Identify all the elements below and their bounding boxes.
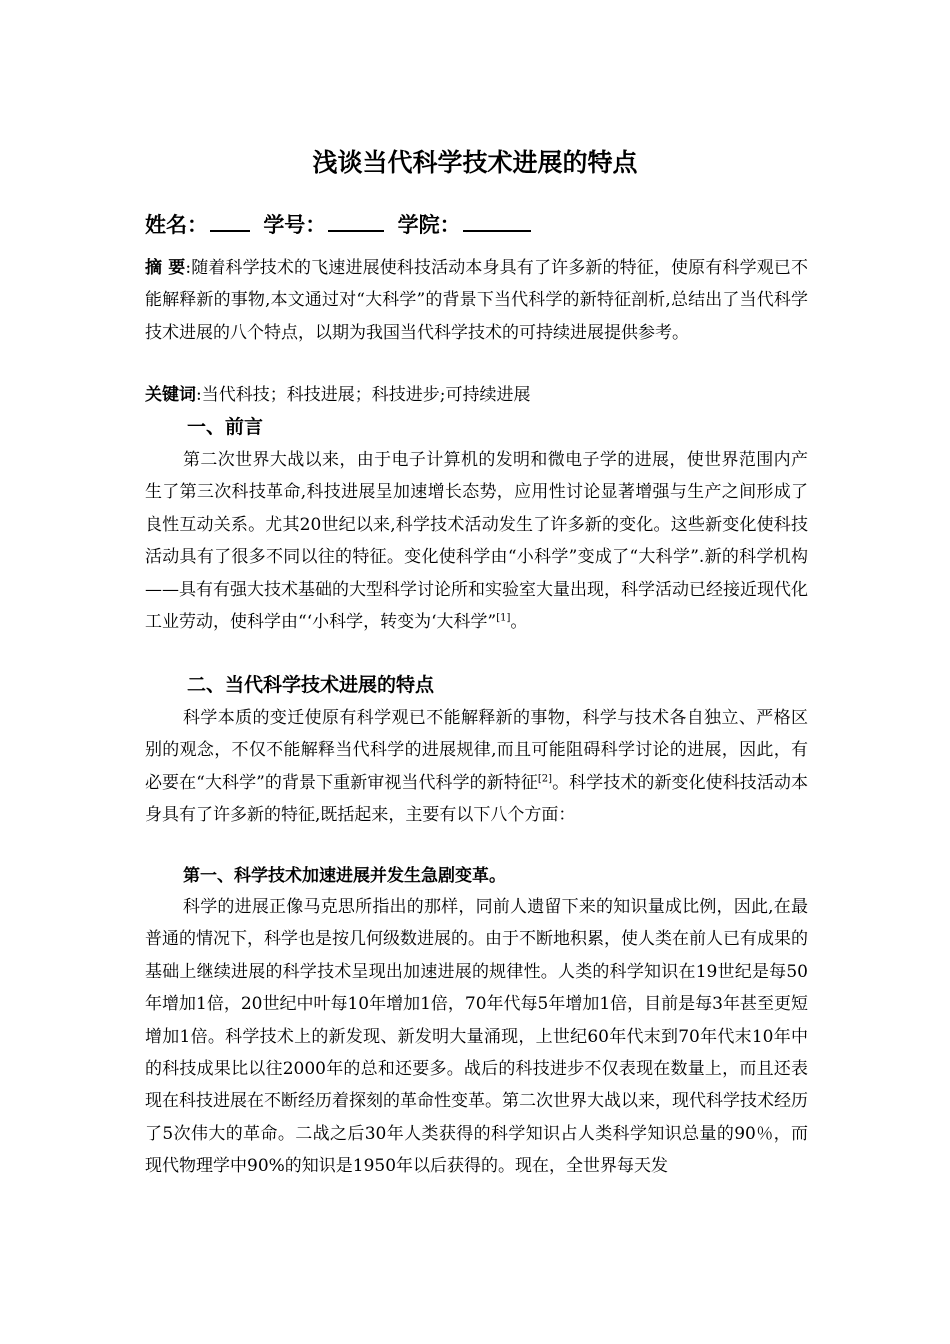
features-intro-text: 科学本质的变迁使原有科学观已不能解释新的事物，科学与技术各自独立、严格区别的观念，不仅不能解释当代科学的进展规律,而且可能阻碍科学讨论的进展，因此，有必要在“大科学”的背景下重新审视当代科学的新特征: [145, 708, 808, 793]
student-id-blank: [328, 208, 384, 232]
keywords-text: :当代科技；科技进展；科技进步;可持续进展: [196, 385, 531, 405]
section-heading-features: 二、当代科学技术进展的特点: [187, 674, 435, 696]
features-intro-end: 。科学技术的新变化使科技活动本身具有了许多新的特征,既括起来，主要有以下八个方面：: [145, 772, 808, 826]
reference-1: [1]: [496, 612, 511, 624]
features-intro-paragraph: [145, 702, 808, 832]
keywords: [145, 379, 808, 411]
name-label: 姓名：: [145, 213, 208, 237]
reference-2: [2]: [537, 773, 553, 785]
subsection-heading-acceleration: 第一、科学技术加速进展并发生急剧变革。: [183, 866, 506, 886]
abstract-text: :随着科学技术的飞速进展使科技活动本身具有了许多新的特征，使原有科学观已不能解释新的事物,本文通过对“大科学”的背景下当代科学的新特征剖析,总结出了当代科学技术进展的八个特点，以期为我国当代科学技术的可持续进展提供参考。: [145, 258, 809, 343]
college-blank: [463, 208, 531, 232]
preface-text: 第二次世界大战以来，由于电子计算机的发明和微电子学的进展，使世界范围内产生了第三次科技革命,科技进展呈加速增长态势，应用性讨论显著增强与生产之间形成了良性互动关系。尤其20世纪以来,科学技术活动发生了许多新的变化。这些新变化使科技活动具有了很多不同以往的特征。变化使科学由“小科学”变成了“大科学”.新的科学机构——具有有强大技术基础的大型科学讨论所和实验室大量出现，科学活动已经接近现代化工业劳动，使科学由“‘小科学，转变为‘大科学”: [145, 450, 808, 633]
document-title: 浅谈当代科学技术进展的特点: [312, 148, 638, 177]
preface-paragraph: [145, 444, 808, 638]
acceleration-paragraph: 科学的进展正像马克思所指出的那样，同前人遗留下来的知识量成比例，因此,在最普通的情况下，科学也是按几何级数进展的。由于不断地积累，使人类在前人已有成果的基础上继续进展的科学技术呈现出加速进展的规律性。人类的科学知识在19世纪是每50年增加1倍，20世纪中叶每10年增加1倍，70年代每5年增加1倍，目前是每3年甚至更短增加1倍。科学技术上的新发现、新发明大量涌现，上世纪60年代末到70年代末10年中的科技成果比以往2000年的总和还要多。战后的科技进步不仅表现在数量上，而且还表现在科技进展在不断经历着探刻的革命性变革。第二次世界大战以来，现代科学技术经历了5次伟大的革命。二战之后30年人类获得的科学知识占人类科学知识总量的90％，而现代物理学中90%的知识是1950年以后获得的。现在，全世界每天发: [145, 897, 808, 1177]
section-heading-preface: 一、前言: [187, 416, 264, 438]
keywords-label: 关键词: [145, 385, 196, 405]
author-info-line: [145, 208, 537, 242]
abstract: [145, 252, 808, 349]
college-label: 学院：: [397, 213, 461, 237]
abstract-label: 摘 要: [145, 258, 186, 278]
student-id-label: 学号：: [263, 213, 327, 237]
preface-end: 。: [510, 612, 528, 633]
name-blank: [210, 208, 250, 232]
